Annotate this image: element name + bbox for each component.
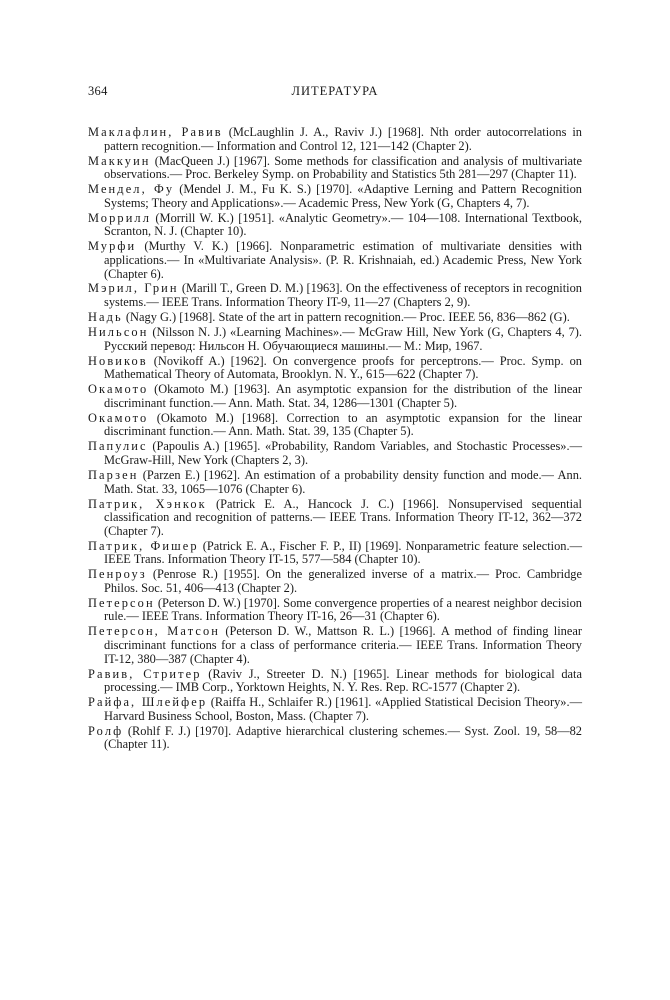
reference-text: (Patrick E. A., Hancock J. C.) [1966]. Nonsupervised sequential classification and recognition of patterns.— IEEE Trans. Information Theory IT-12, 362—372 (Chapter 7). (104, 496, 582, 538)
reference-text: (Patrick E. A., Fischer F. P., II) [1969]. Nonparametric feature selection.— IEEE Trans. Information Theory IT-15, 577—584 (Chapter 10). (104, 538, 582, 567)
reference-authors: Папулис (88, 439, 148, 454)
reference-entry (88, 597, 582, 624)
reference-authors: Равив, Стритер (88, 666, 202, 681)
reference-authors: Мурфи (88, 239, 137, 254)
reference-authors: Мендел, Фу (88, 182, 175, 197)
reference-text: (Raiffa H., Schlaifer R.) [1961]. «Applied Statistical Decision Theory».— Harvard Business School, Boston, Mass. (Chapter 7). (104, 695, 582, 723)
reference-text: (Marill T., Green D. M.) [1963]. On the effectiveness of receptors in recognition systems.— IEEE Trans. Information Theory IT-9, 11—27 (Chapters 2, 9). (104, 281, 582, 310)
reference-entry (88, 183, 582, 210)
reference-text: (Okamoto M.) [1963]. An asymptotic expansion for the distribution of the linear discriminant function.— Ann. Math. Stat. 34, 1286—1301 (Chapter 5). (104, 382, 582, 410)
reference-text: (MacQueen J.) [1967]. Some methods for classification and analysis of multivariate observations.— Proc. Berkeley Symp. on Probability and Statistics 5th 281—297 (Chapter 11). (104, 153, 582, 182)
reference-authors: Окамото (88, 382, 149, 397)
reference-text: (Mendel J. M., Fu K. S.) [1970]. «Adaptive Lerning and Pattern Recognition Systems; Theory and Applications».— Academic Press, New York (G, Chapters 4, 7). (104, 182, 583, 210)
reference-entry (88, 355, 582, 382)
reference-authors: Мэрил, Грин (88, 281, 179, 296)
reference-text: (Rohlf F. J.) [1970]. Adaptive hierarchical clustering schemes.— Syst. Zool. 19, 58—82 (Chapter 11). (104, 723, 582, 752)
reference-authors: Нильсон (88, 325, 149, 340)
reference-authors: Парзен (88, 467, 139, 482)
reference-entry (88, 240, 582, 281)
reference-text: (Parzen E.) [1962]. An estimation of a probability density function and mode.— Ann. Math. Stat. 33, 1065—1076 (Chapter 6). (104, 467, 582, 496)
reference-text: (Murthy V. K.) [1966]. Nonparametric estimation of multivariate densities with applications.— In «Multivariate Analysis». (P. R. Krishnaiah, ed.) Academic Press, New York (Chapter 6). (104, 239, 582, 281)
reference-text: (Penrose R.) [1955]. On the generalized inverse of a matrix.— Proc. Cambridge Philos. Soc. 51, 406—413 (Chapter 2). (104, 567, 582, 595)
running-title: ЛИТЕРАТУРА (291, 84, 379, 98)
reference-text: (Papoulis A.) [1965]. «Probability, Random Variables, and Stochastic Processes».— McGraw-Hill, New York (Chapters 2, 3). (104, 439, 582, 467)
reference-entry (88, 326, 582, 353)
reference-list (88, 126, 582, 753)
page-number: 364 (88, 84, 108, 98)
reference-entry (88, 696, 582, 723)
reference-entry (88, 725, 582, 752)
reference-text: (Peterson D. W.) [1970]. Some convergence properties of a nearest neighbor decision rule.— IEEE Trans. Information Theory IT-16, 26—31 (Chapter 6). (104, 595, 582, 624)
reference-text: (Nagy G.) [1968]. State of the art in pattern recognition.— Proc. IEEE 56, 836—862 (G). (125, 310, 570, 325)
reference-entry (88, 212, 582, 239)
reference-entry (88, 668, 582, 695)
reference-entry (88, 568, 582, 595)
reference-entry (88, 311, 582, 325)
page-header (88, 84, 582, 102)
reference-authors: Маклафлин, Равив (88, 125, 223, 139)
reference-authors: Петерсон, Матсон (88, 624, 220, 639)
reference-authors: Ролф (88, 723, 124, 738)
reference-text: (Okamoto M.) [1968]. Correction to an asymptotic expansion for the linear discriminant function.— Ann. Math. Stat. 39, 135 (Chapter 5). (104, 410, 582, 439)
reference-entry (88, 625, 582, 666)
reference-text: (McLaughlin J. A., Raviv J.) [1968]. Nth order autocorrelations in pattern recognition.— Information and Control 12, 121—142 (Chapter 2). (104, 125, 582, 153)
reference-authors: Пенроуз (88, 567, 147, 582)
reference-authors: Моррилл (88, 210, 151, 225)
reference-text: (Morrill W. K.) [1951]. «Analytic Geometry».— 104—108. International Textbook, Scranton, N. J. (Chapter 10). (104, 210, 582, 239)
reference-entry (88, 440, 582, 467)
reference-text: (Peterson D. W., Mattson R. L.) [1966]. A method of finding linear discriminant functions for a class of performance criteria.— IEEE Trans. Information Theory IT-12, 380—387 (Chapter 4). (104, 624, 582, 666)
reference-authors: Патрик, Хэнкок (88, 496, 207, 511)
reference-text: (Nilsson N. J.) «Learning Machines».— McGraw Hill, New York (G, Chapters 4, 7). Русский перевод: Нильсон Н. Обучающиеся машины.— М.: Мир, 1967. (104, 325, 583, 353)
reference-authors: Новиков (88, 353, 148, 368)
reference-text: (Raviv J., Streeter D. N.) [1965]. Linear methods for biological data processing.— IMB Corp., Yorktown Heights, N. Y. Res. Rep. RC-1577 (Chapter 2). (104, 666, 582, 695)
reference-entry (88, 383, 582, 410)
reference-entry (88, 282, 582, 309)
reference-authors: Патрик, Фишер (88, 538, 199, 553)
reference-text: (Novikoff A.) [1962]. On convergence proofs for perceptrons.— Proc. Symp. on Mathematical Theory of Automata, Brooklyn. N. Y., 615—622 (Chapter 7). (104, 353, 582, 382)
reference-entry (88, 155, 582, 182)
reference-authors: Надь (88, 310, 123, 325)
reference-authors: Райфа, Шлейфер (88, 695, 208, 710)
reference-entry (88, 469, 582, 496)
reference-entry (88, 126, 582, 153)
reference-authors: Окамото (88, 410, 149, 425)
reference-entry (88, 540, 582, 567)
reference-entry (88, 412, 582, 439)
reference-entry (88, 498, 582, 539)
reference-authors: Маккуин (88, 153, 151, 168)
reference-authors: Петерсон (88, 595, 155, 610)
